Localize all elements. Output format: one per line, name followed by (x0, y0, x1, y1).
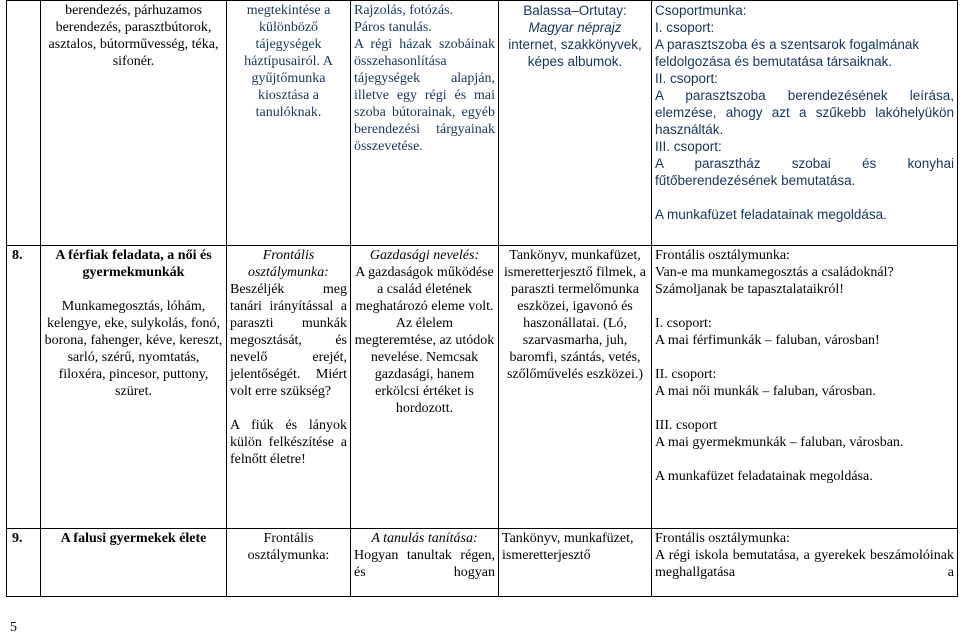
row2-resources-text: Tankönyv, munkafüzet, ismeretterjesztő filmek, a paraszti termelőmunka eszközei, igavonó és haszonállatai. (Ló, szarvasmarha, juh, baromfi, szántás, vetés, szőlőművelés eszközei.) (504, 248, 646, 382)
row1-number-cell (7, 1, 41, 246)
row3-topics-cell (41, 529, 227, 597)
row1-method-cell (227, 1, 351, 246)
row1-topics-text: berendezés, párhuzamos berendezés, parasztbútorok, asztalos, bútorművesség, téka, sifonér. (48, 3, 219, 69)
row3-number: 9. (12, 531, 23, 546)
row2-resources-cell (499, 246, 652, 529)
row2-organization-line: A mai férfimunkák – faluban, városban! (655, 333, 880, 348)
row2-number: 8. (12, 248, 23, 263)
row2-organization-line: II. csoport: (655, 367, 717, 382)
row1-resources-cell (499, 1, 652, 246)
row2-organization-line: III. csoport (655, 418, 718, 433)
row2-organization-cell (652, 246, 958, 529)
row2-title: A férfiak feladata, a női és gyermekmunkák (55, 248, 212, 280)
row1-organization-line: III. csoport: (655, 139, 722, 154)
row1-method-text: megtekintése a különböző tájegységek háztípusairól. A gyűjtőmunka kiosztása a tanulóknak. (244, 3, 333, 120)
table-row (7, 529, 958, 597)
row2-method-cell (227, 246, 351, 529)
row1-organization-line: A parasztszoba és a szentsarok fogalmának feldolgozása és bemutatása társaiknak. (655, 37, 920, 69)
row3-method-heading: Frontális osztálymunka: (247, 531, 330, 563)
row2-number-cell (7, 246, 41, 529)
row1-resources-book: Magyar néprajz (528, 20, 622, 35)
row1-organization-line: Csoportmunka: (655, 3, 747, 18)
row3-title: A falusi gyermekek élete (60, 531, 207, 546)
row1-organization-line: II. csoport: (655, 71, 719, 86)
row3-resources-cell (499, 529, 652, 597)
row2-organization-line: I. csoport: (655, 316, 712, 331)
row2-organization-line (655, 400, 954, 417)
row2-organization-line (655, 451, 954, 468)
page-number: 5 (10, 620, 17, 635)
row1-activity-text: A régi házak szobáinak összehasonlítása tájegységek alapján, illetve egy régi és mai szoba bútorainak, egyéb berendezési tárgyainak összevetése. (354, 37, 495, 154)
row1-resources-line: internet, szakkönyvek, képes albumok. (508, 37, 642, 69)
row2-topics-cell (41, 246, 227, 529)
table-row (7, 246, 958, 529)
row1-organization-line: A parasztház szobai és konyhai fűtőberendezésének bemutatása. (655, 156, 954, 188)
row2-method-text: Beszéljék meg tanári irányítással a paraszti munkák megosztását, és nevelő erejét, jelentőségét. Miért volt erre szükség? (230, 282, 347, 399)
row3-activity-cell (351, 529, 499, 597)
row1-activity-line: Páros tanulás. (354, 20, 432, 35)
row2-activity-text: A gazdaságok működése a család életének meghatározó eleme volt. Az élelem megteremtése, az utódok nevelése. Nemcsak gazdasági, hanem erkölcsi értéket is hordozott. (354, 265, 495, 416)
row2-organization-line (655, 349, 954, 366)
row3-number-cell (7, 529, 41, 597)
row2-method-text: A fiúk és lányok külön felkészítése a felnőtt életre! (230, 418, 347, 467)
row2-organization-line: Frontális osztálymunka: (655, 248, 790, 263)
row3-method-cell (227, 529, 351, 597)
row1-resources-line: Balassa–Ortutay: (523, 3, 627, 18)
row1-organization-line (655, 189, 954, 206)
row1-organization-line: A parasztszoba berendezésének leírása, elemzése, ahogy azt a szűkebb lakóhelyükön használták. (655, 88, 954, 137)
row3-activity-text: Hogyan tanultak régen, és hogyan (354, 548, 495, 580)
row3-organization-text: A régi iskola bemutatása, a gyerekek beszámolóinak meghallgatása a (655, 548, 954, 580)
row2-organization-line (655, 298, 954, 315)
row2-organization-line: A mai női munkák – faluban, városban. (655, 384, 876, 399)
row2-organization-line: A munkafüzet feladatainak megoldása. (655, 469, 873, 484)
row2-activity-cell (351, 246, 499, 529)
table-row (7, 1, 958, 246)
row1-organization-line: A munkafüzet feladatainak megoldása. (655, 207, 887, 222)
row1-activity-cell (351, 1, 499, 246)
row2-topics-text: Munkamegosztás, lóhám, kelengye, eke, sulykolás, fonó, borona, fahenger, kéve, kereszt, sarló, szérű, nyomtatás, filoxéra, pincesor, puttony, szüret. (44, 299, 223, 399)
row1-organization-line: I. csoport: (655, 20, 715, 35)
row2-organization-line: Van-e ma munkamegosztás a családoknál? Számoljanak be tapasztalataikról! (655, 265, 894, 297)
row1-organization-cell (652, 1, 958, 246)
row3-activity-heading: A tanulás tanítása: (371, 531, 478, 546)
curriculum-table (6, 0, 958, 597)
row3-resources-text: Tankönyv, munkafüzet, ismeretterjesztő (502, 531, 634, 563)
row2-organization-line: A mai gyermekmunkák – faluban, városban. (655, 435, 904, 450)
row3-organization-heading: Frontális osztálymunka: (655, 531, 790, 546)
row2-activity-heading: Gazdasági nevelés: (369, 248, 480, 263)
row1-topics-cell (41, 1, 227, 246)
row3-organization-cell (652, 529, 958, 597)
row1-activity-line: Rajzolás, fotózás. (354, 3, 454, 18)
row2-method-heading: Frontális osztálymunka: (248, 248, 329, 280)
